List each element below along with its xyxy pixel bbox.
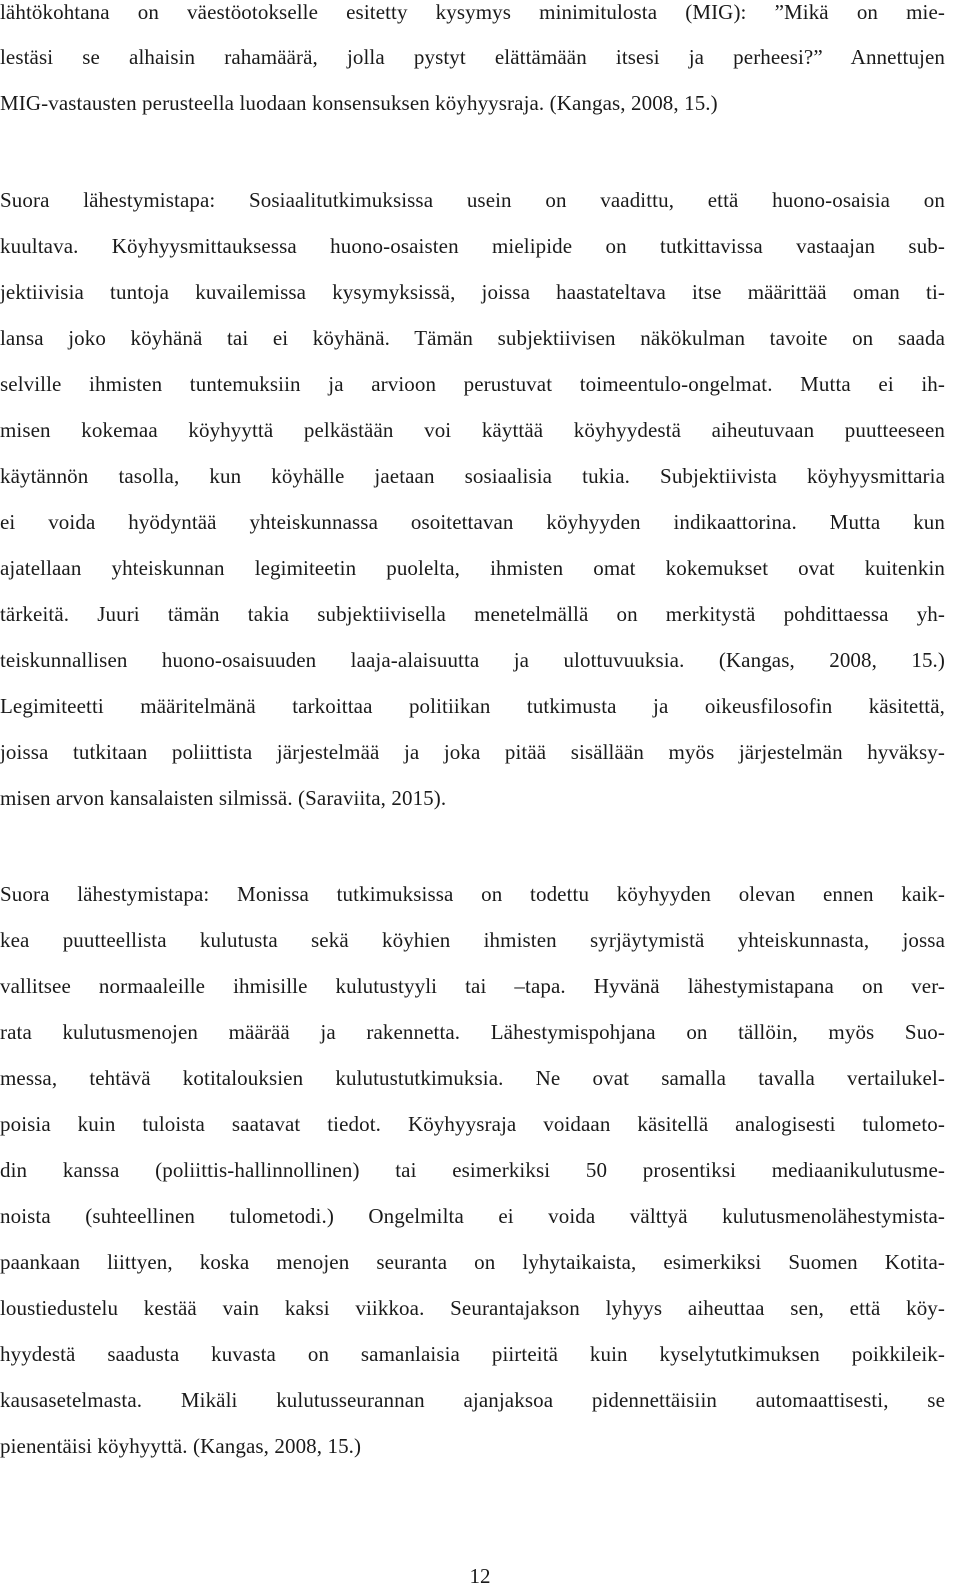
text-line: kea puutteellista kulutusta sekä köyhien ihmisten syrjäytymistä yhteiskunnasta, jossa — [0, 928, 945, 952]
text-line: messa, tehtävä kotitalouksien kulutustutkimuksia. Ne ovat samalla tavalla vertailukel- — [0, 1066, 945, 1090]
text-line: teiskunnallisen huono-osaisuuden laaja-alaisuutta ja ulottuvuuksia. (Kangas, 2008, 15.) — [0, 648, 945, 672]
text-line: tärkeitä. Juuri tämän takia subjektiivisella menetelmällä on merkitystä pohdittaessa yh- — [0, 602, 945, 626]
text-line: pienentäisi köyhyyttä. (Kangas, 2008, 15.) — [0, 1434, 362, 1458]
text-line: käytännön tasolla, kun köyhälle jaetaan sosiaalisia tukia. Subjektiivista köyhyysmittaria — [0, 464, 945, 488]
text-line: lansa joko köyhänä tai ei köyhänä. Tämän subjektiivisen näkökulman tavoite on saada — [0, 326, 945, 350]
text-line: rata kulutusmenojen määrää ja rakennetta. Lähestymispohjana on tällöin, myös Suo- — [0, 1020, 945, 1044]
text-line: paankaan liittyen, koska menojen seuranta on lyhytaikaista, esimerkiksi Suomen Kotita- — [0, 1250, 945, 1274]
text-line: kuultava. Köyhyysmittauksessa huono-osaisten mielipide on tutkittavissa vastaajan sub- — [0, 234, 945, 258]
text-line: lähtökohtana on väestöotokselle esitetty kysymys minimitulosta (MIG): ”Mikä on mie- — [0, 0, 945, 24]
text-line: kausasetelmasta. Mikäli kulutusseurannan ajanjaksoa pidennettäisiin automaattisesti, se — [0, 1388, 945, 1412]
text-line: Legimiteetti määritelmänä tarkoittaa politiikan tutkimusta ja oikeusfilosofin käsitettä, — [0, 694, 945, 718]
text-line: hyydestä saadusta kuvasta on samanlaisia piirteitä kuin kyselytutkimuksen poikkileik- — [0, 1342, 945, 1366]
text-line: misen kokemaa köyhyyttä pelkästään voi käyttää köyhyydestä aiheutuvaan puutteeseen — [0, 418, 945, 442]
text-line: loustiedustelu kestää vain kaksi viikkoa. Seurantajakson lyhyys aiheuttaa sen, että köy- — [0, 1296, 945, 1320]
text-line: misen arvon kansalaisten silmissä. (Saraviita, 2015). — [0, 786, 447, 810]
text-line: ei voida hyödyntää yhteiskunnassa osoitettavan köyhyyden indikaattorina. Mutta kun — [0, 510, 945, 534]
text-line: lestäsi se alhaisin rahamäärä, jolla pystyt elättämään itsesi ja perheesi?” Annettujen — [0, 45, 945, 69]
text-line: selville ihmisten tuntemuksiin ja arvioon perustuvat toimeentulo-ongelmat. Mutta ei ih- — [0, 372, 945, 396]
text-line: poisia kuin tuloista saatavat tiedot. Köyhyysraja voidaan käsitellä analogisesti tulometo- — [0, 1112, 945, 1136]
text-line: Suora lähestymistapa: Monissa tutkimuksissa on todettu köyhyyden olevan ennen kaik- — [0, 882, 945, 906]
text-line: Suora lähestymistapa: Sosiaalitutkimuksissa usein on vaadittu, että huono-osaisia on — [0, 188, 945, 212]
text-line: joissa tutkitaan poliittista järjestelmää ja joka pitää sisällään myös järjestelmän hyväksy- — [0, 740, 945, 764]
text-line: noista (suhteellinen tulometodi.) Ongelmilta ei voida välttyä kulutusmenolähestymista- — [0, 1204, 945, 1228]
page-number: 12 — [469, 1564, 491, 1588]
text-line: jektiivisia tuntoja kuvailemissa kysymyksissä, joissa haastateltava itse määrittää oman ti- — [0, 280, 945, 304]
text-line: vallitsee normaaleille ihmisille kulutustyyli tai –tapa. Hyvänä lähestymistapana on ver- — [0, 974, 945, 998]
text-line: MIG-vastausten perusteella luodaan konsensuksen köyhyysraja. (Kangas, 2008, 15.) — [0, 91, 718, 115]
text-line: ajatellaan yhteiskunnan legimiteetin puolelta, ihmisten omat kokemukset ovat kuitenkin — [0, 556, 945, 580]
text-line: din kanssa (poliittis-hallinnollinen) tai esimerkiksi 50 prosentiksi mediaanikulutusme- — [0, 1158, 945, 1182]
